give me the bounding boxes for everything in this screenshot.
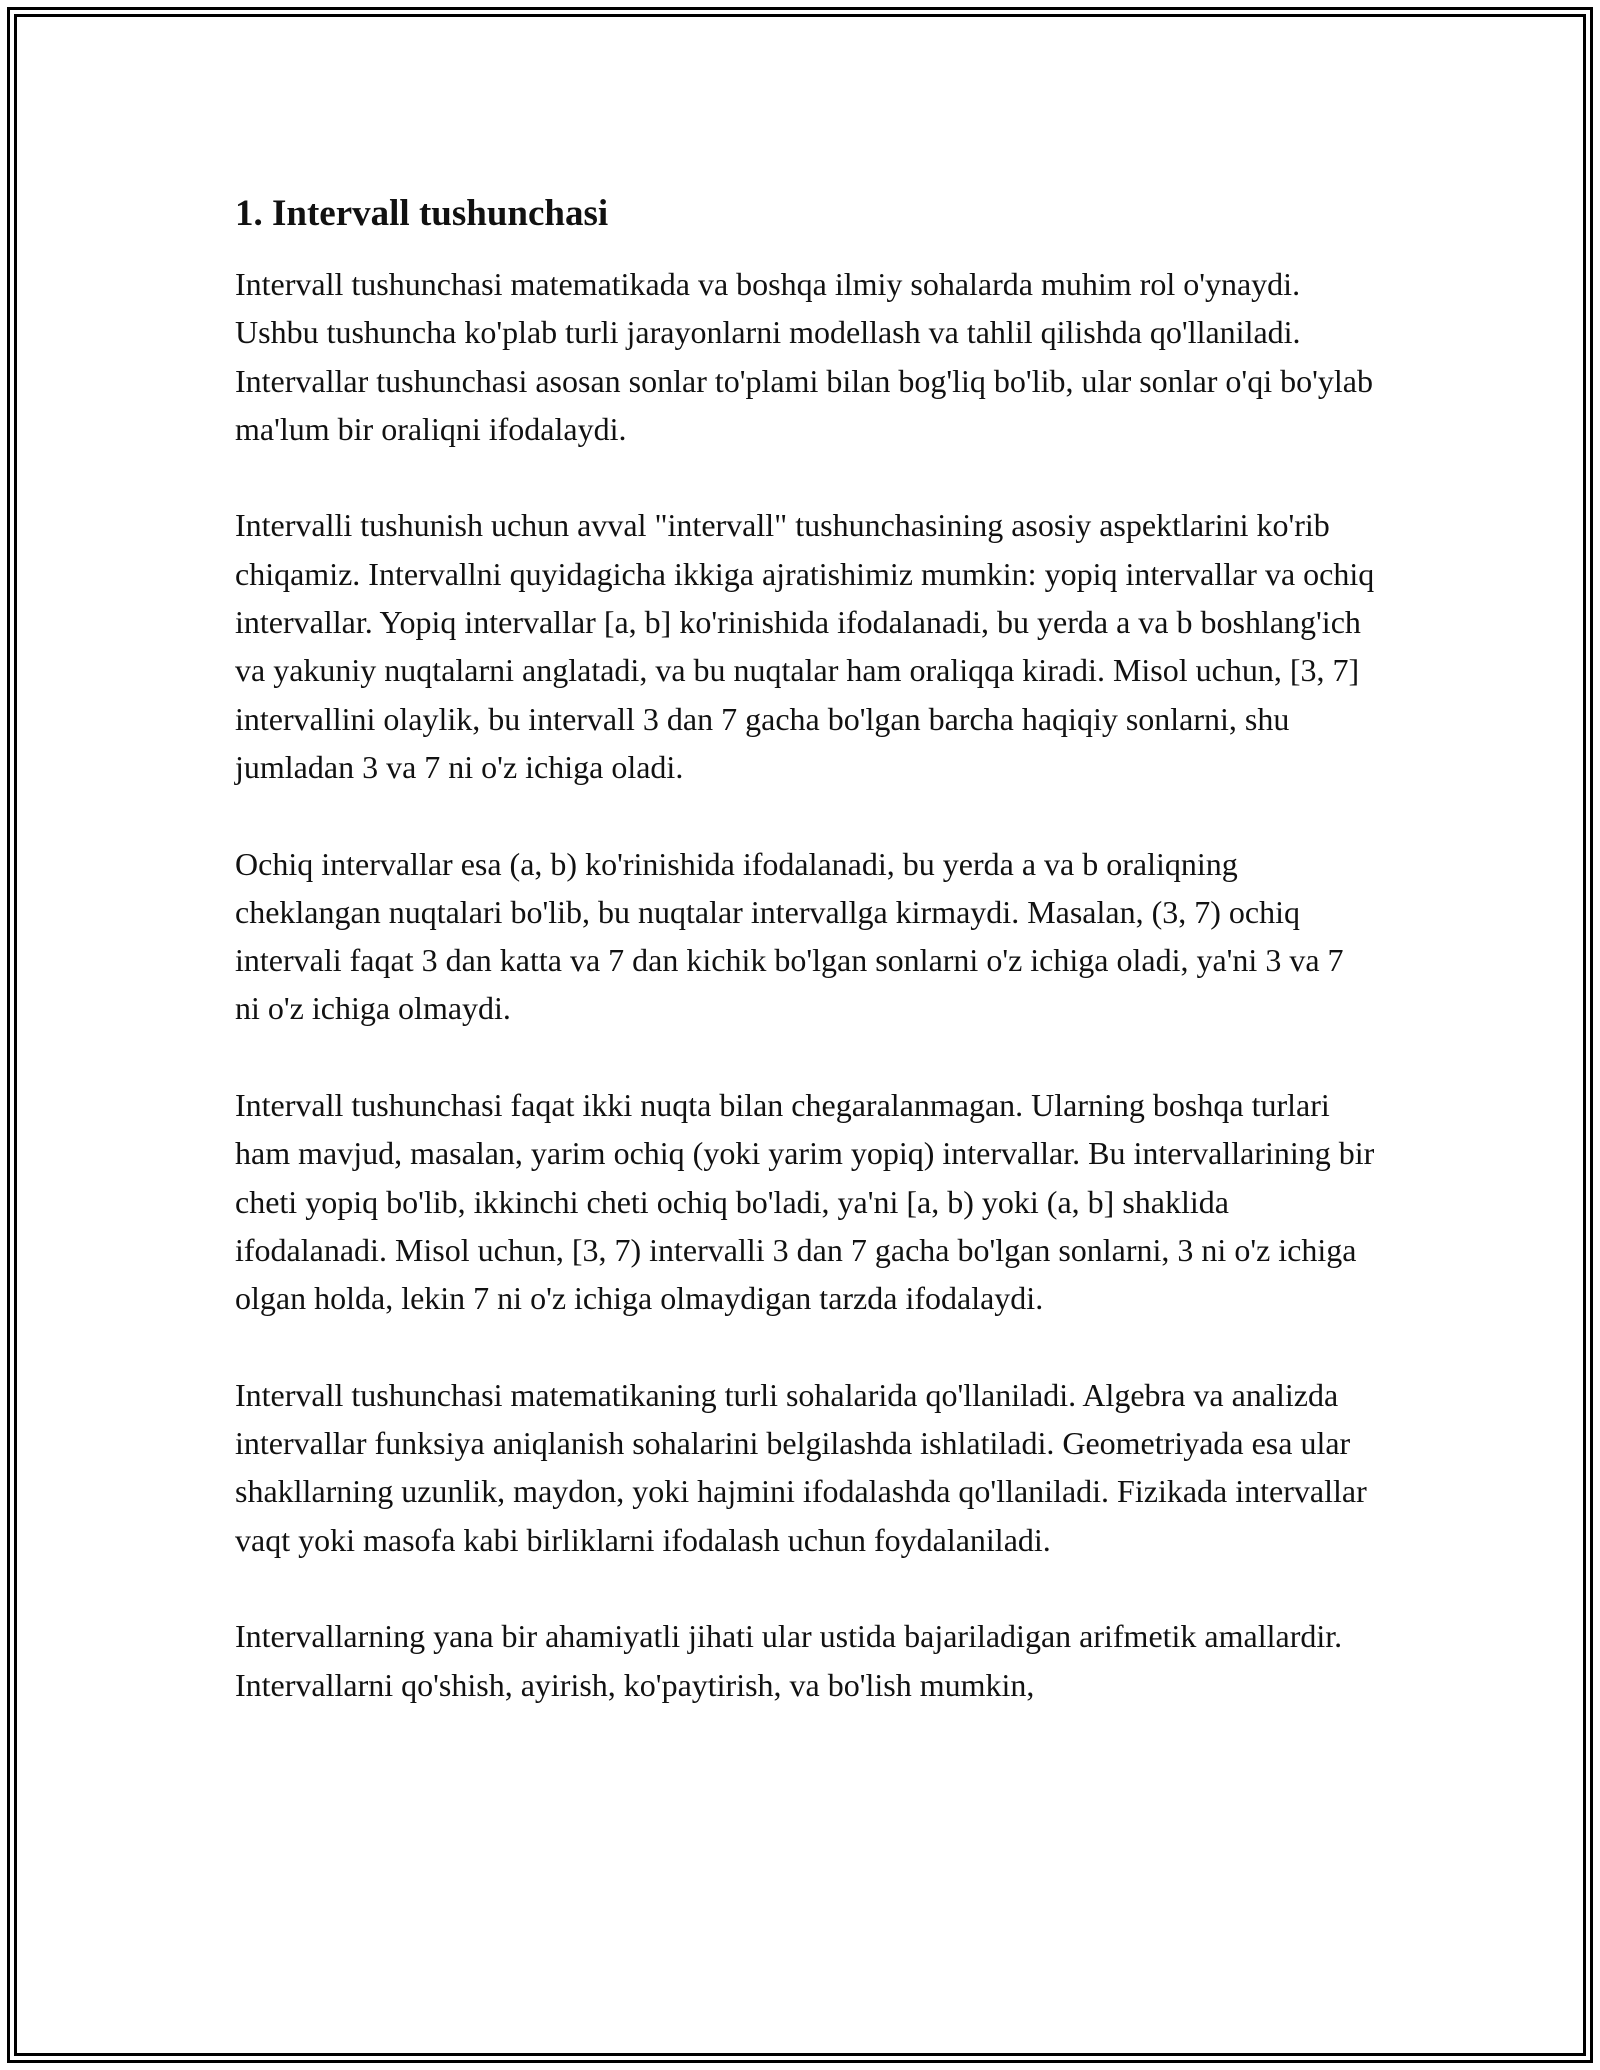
- paragraph-6: Intervallarning yana bir ahamiyatli jihati ular ustida bajariladigan arifmetik amallardir. Intervallarni qo'shish, ayirish, ko'paytirish, va bo'lish mumkin,: [235, 1618, 1343, 1703]
- paragraph-1: Intervall tushunchasi matematikada va boshqa ilmiy sohalarda muhim rol o'ynaydi. Ushbu tushuncha ko'plab turli jarayonlarni modellash va tahlil qilishda qo'llaniladi. Intervallar tushunchasi asosan sonlar to'plami bilan bog'liq bo'lib, ular sonlar o'qi bo'ylab ma'lum bir oraliqni ifodalaydi.: [235, 266, 1373, 447]
- paragraph-2: Intervalli tushunish uchun avval "intervall" tushunchasining asosiy aspektlarini ko'rib chiqamiz. Intervallni quyidagicha ikkiga ajratishimiz mumkin: yopiq intervallar va ochiq intervallar. Yopiq intervallar [a, b] ko'rinishida ifodalanadi, bu yerda a va b boshlang'ich va yakuniy nuqtalarni anglatadi, va bu nuqtalar ham oraliqqa kiradi. Misol uchun, [3, 7] intervallini olaylik, bu intervall 3 dan 7 gacha bo'lgan barcha haqiqiy sonlarni, shu jumladan 3 va 7 ni o'z ichiga oladi.: [235, 507, 1375, 785]
- document-body: [235, 190, 1375, 1757]
- paragraph-3: Ochiq intervallar esa (a, b) ko'rinishida ifodalanadi, bu yerda a va b oraliqning cheklangan nuqtalari bo'lib, bu nuqtalar intervallga kirmaydi. Masalan, (3, 7) ochiq intervali faqat 3 dan katta va 7 dan kichik bo'lgan sonlarni o'z ichiga oladi, ya'ni 3 va 7 ni o'z ichiga olmaydi.: [235, 845, 1344, 1027]
- section-heading: 1. Intervall tushunchasi: [235, 193, 609, 234]
- paragraph-5: Intervall tushunchasi matematikaning turli sohalarida qo'llaniladi. Algebra va analizda intervallar funksiya aniqlanish sohalarini belgilashda ishlatiladi. Geometriyada esa ular shakllarning uzunlik, maydon, yoki hajmini ifodalashda qo'llaniladi. Fizikada intervallar vaqt yoki masofa kabi birliklarni ifodalash uchun foydalaniladi.: [235, 1376, 1367, 1558]
- paragraph-4: Intervall tushunchasi faqat ikki nuqta bilan chegaralanmagan. Ularning boshqa turlari ham mavjud, masalan, yarim ochiq (yoki yarim yopiq) intervallar. Bu intervallarining bir cheti yopiq bo'lib, ikkinchi cheti ochiq bo'ladi, ya'ni [a, b) yoki (a, b] shaklida ifodalanadi. Misol uchun, [3, 7) intervalli 3 dan 7 gacha bo'lgan sonlarni, 3 ni o'z ichiga olgan holda, lekin 7 ni o'z ichiga olmaydigan tarzda ifodalaydi.: [235, 1087, 1375, 1317]
